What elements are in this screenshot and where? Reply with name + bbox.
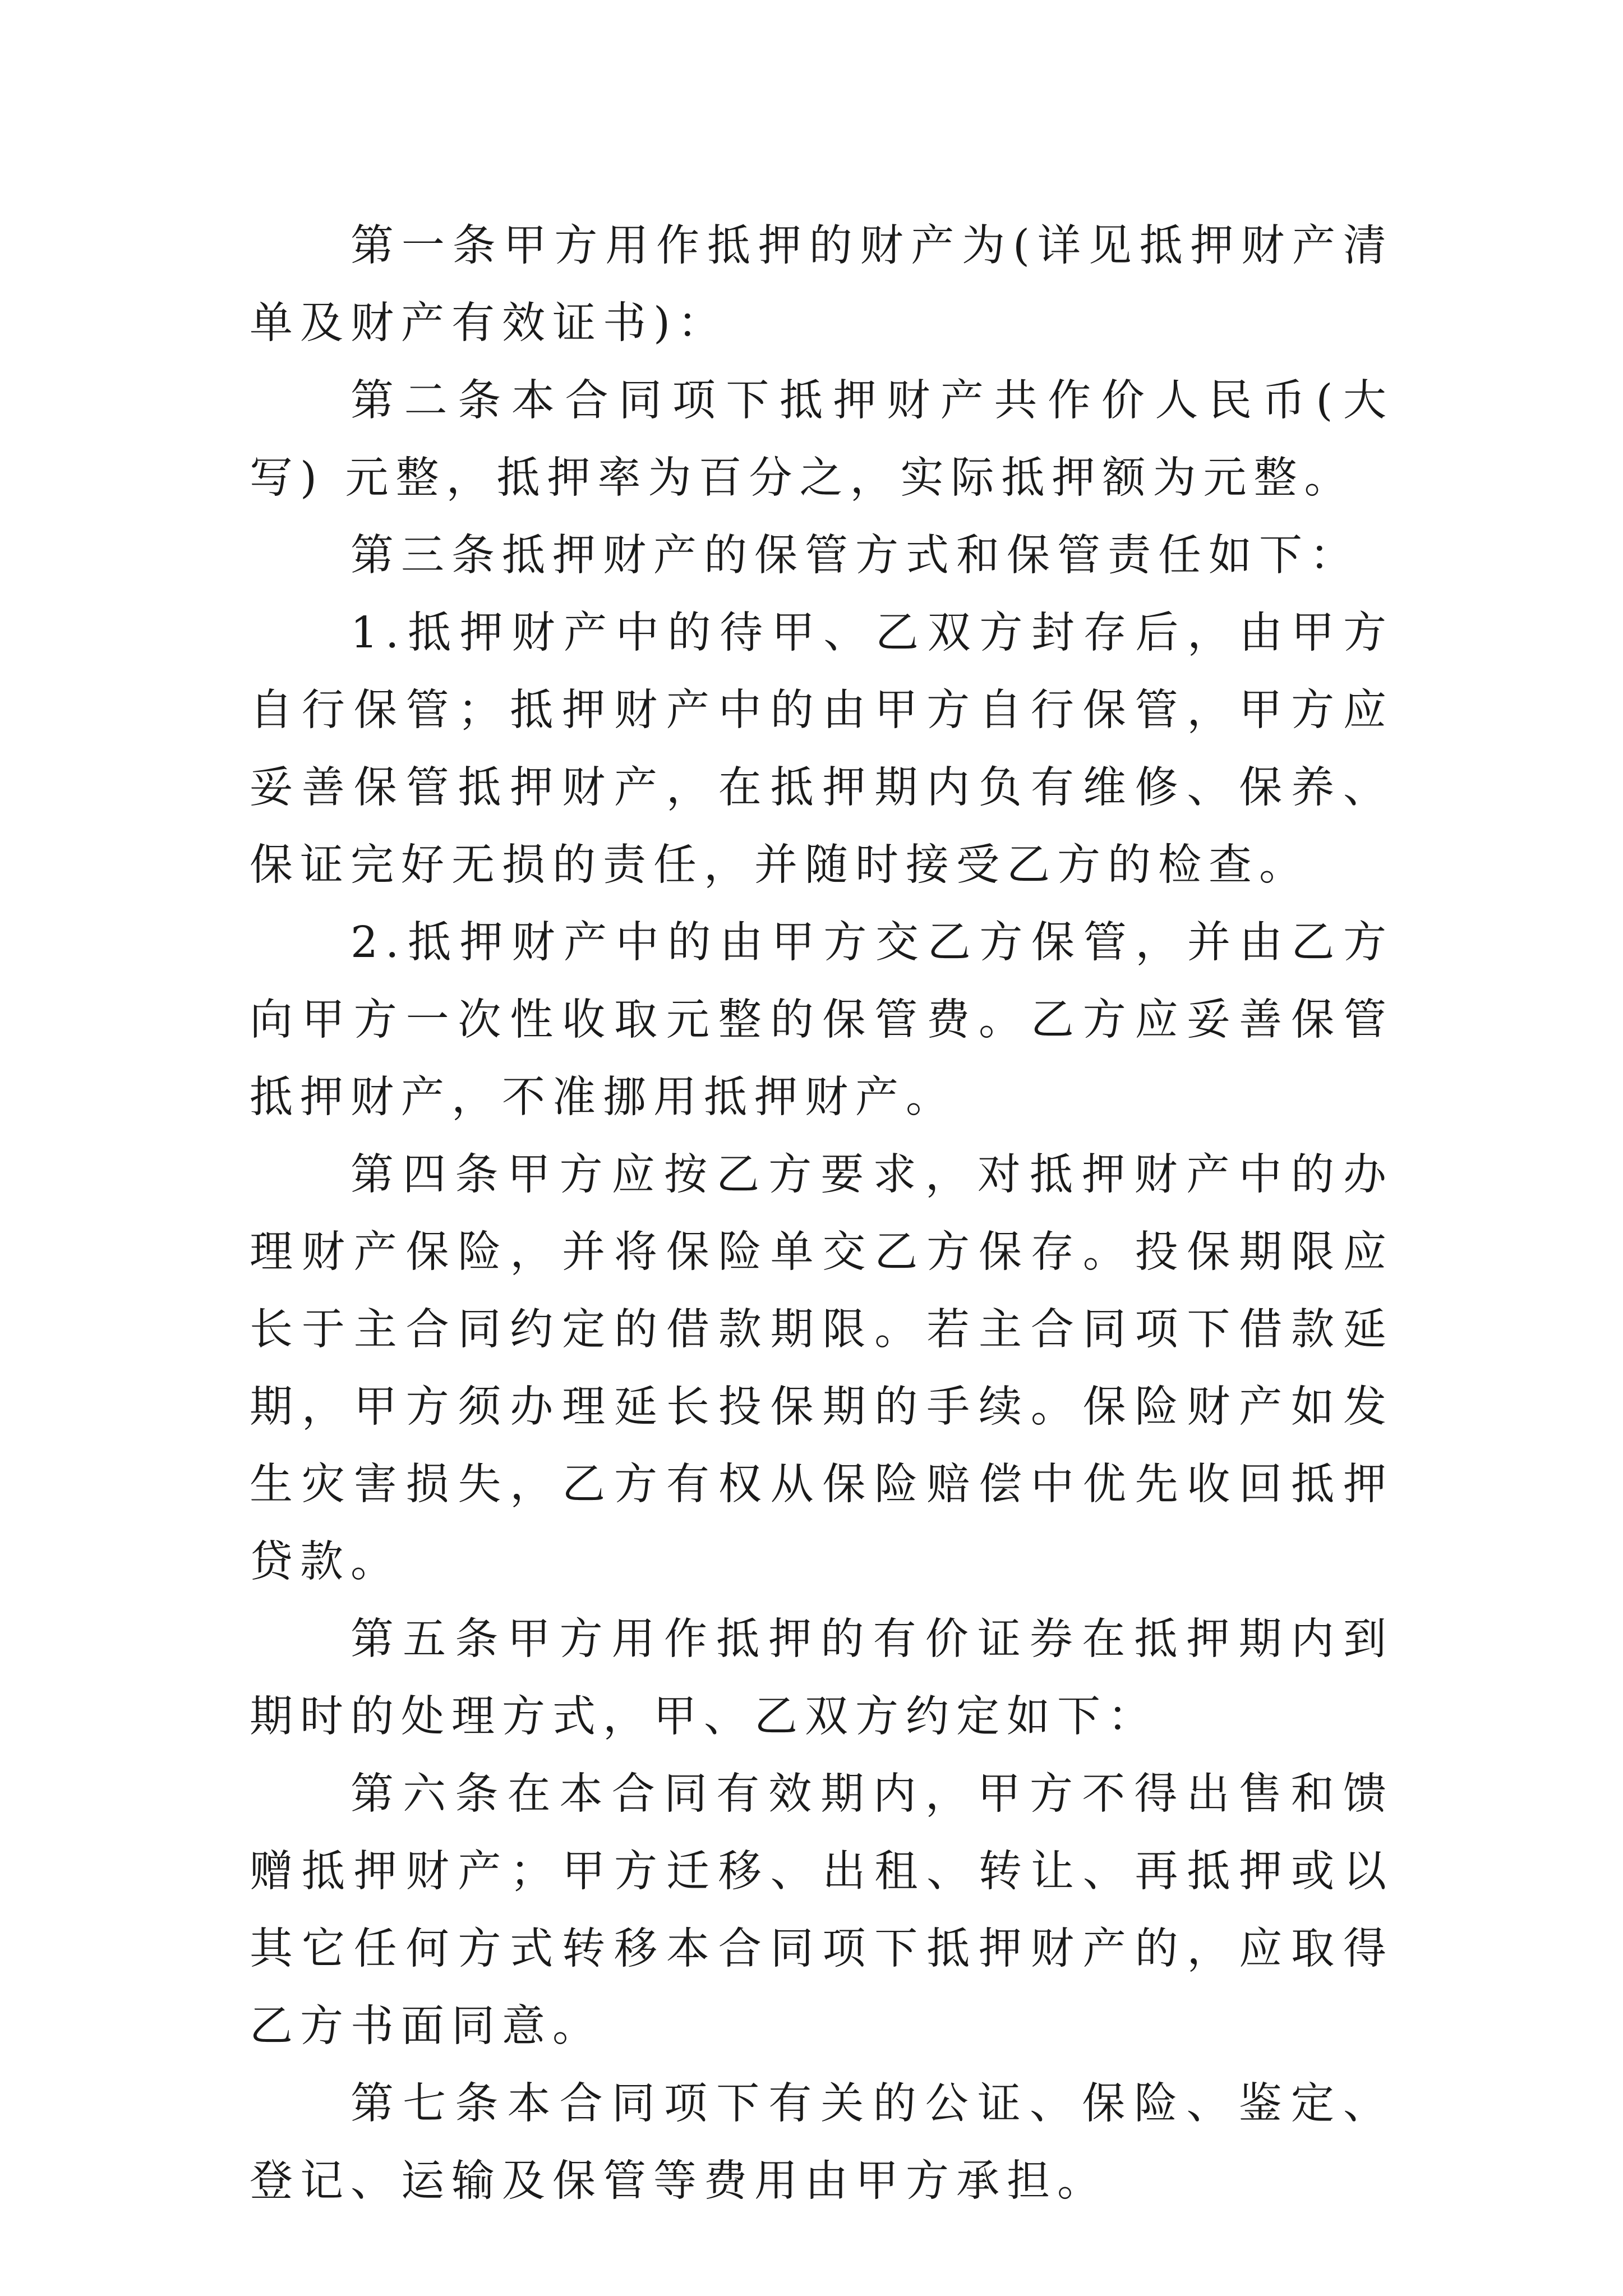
article-7-paragraph: 第七条本合同项下有关的公证、保险、鉴定、登记、运输及保管等费用由甲方承担。 [250, 2079, 1394, 2206]
article-2-paragraph: 第二条本合同项下抵押财产共作价人民币(大写) 元整，抵押率为百分之，实际抵押额为元整。 [250, 376, 1394, 503]
article-5-paragraph: 第五条甲方用作抵押的有价证券在抵押期内到期时的处理方式，甲、乙双方约定如下： [250, 1614, 1394, 1742]
article-3-paragraph: 第三条抵押财产的保管方式和保管责任如下： [351, 531, 1360, 581]
article-4-paragraph: 第四条甲方应按乙方要求，对抵押财产中的办理财产保险，并将保险单交乙方保存。投保期限应长于主合同约定的借款期限。若主合同项下借款延期，甲方须办理延长投保期的手续。保险财产如发生灾害损失，乙方有权从保险赔偿中优先收回抵押贷款。 [250, 1150, 1394, 1587]
article-3-item-2-paragraph: 2.抵押财产中的由甲方交乙方保管，并由乙方向甲方一次性收取元整的保管费。乙方应妥善保管抵押财产，不准挪用抵押财产。 [250, 918, 1394, 1122]
article-6-paragraph: 第六条在本合同有效期内，甲方不得出售和馈赠抵押财产；甲方迁移、出租、转让、再抵押或以其它任何方式转移本合同项下抵押财产的，应取得乙方书面同意。 [250, 1769, 1394, 2051]
document-body [250, 208, 1394, 2220]
article-3-item-1-paragraph: 1.抵押财产中的待甲、乙双方封存后，由甲方自行保管；抵押财产中的由甲方自行保管，甲方应妥善保管抵押财产，在抵押期内负有维修、保养、保证完好无损的责任，并随时接受乙方的检查。 [250, 608, 1394, 890]
article-1-paragraph: 第一条甲方用作抵押的财产为(详见抵押财产清单及财产有效证书)： [250, 221, 1394, 348]
